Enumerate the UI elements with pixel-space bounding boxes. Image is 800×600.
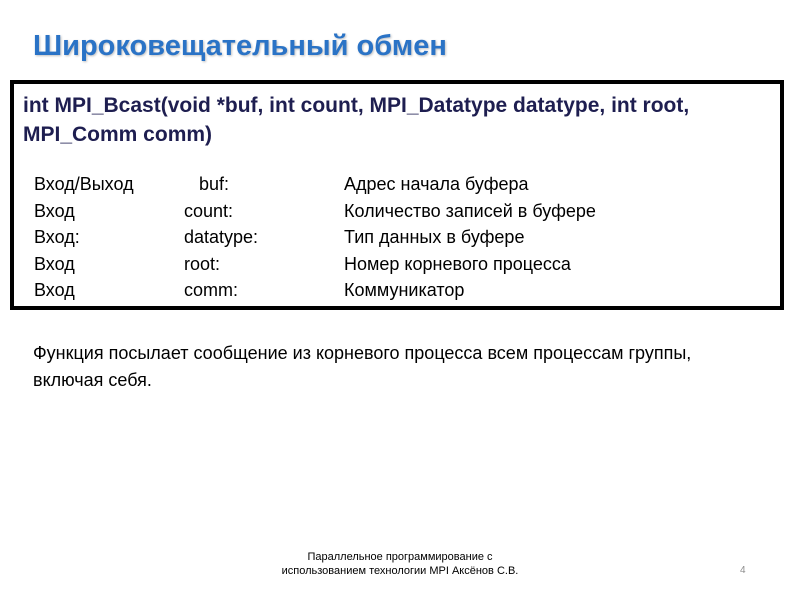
function-box: [10, 80, 784, 310]
function-description: Функция посылает сообщение из корневого процесса всем процессам группы, включая себя.: [33, 343, 692, 390]
parameter-direction: Вход/Выход: [34, 174, 134, 194]
parameter-name: root:: [184, 253, 221, 274]
parameter-name: datatype:: [184, 227, 259, 247]
parameter-description: Коммуникатор: [344, 280, 465, 300]
parameter-name: buf:: [199, 174, 230, 194]
parameter-direction: Вход:: [34, 227, 80, 247]
parameter-direction: Вход: [34, 253, 75, 274]
parameter-description: Адрес начала буфера: [344, 174, 529, 194]
page-number: 4: [740, 565, 746, 576]
parameter-direction: Вход: [34, 280, 75, 300]
function-signature: int MPI_Bcast(void *buf, int count, MPI_Datatype datatype, int root, MPI_Comm comm): [23, 94, 690, 146]
parameter-description: Номер корневого процесса: [344, 253, 571, 274]
parameter-description: Тип данных в буфере: [344, 227, 525, 247]
parameter-direction: Вход: [34, 200, 75, 221]
slide-footer: Параллельное программирование с использованием технологии MPI Аксёнов С.В.: [281, 551, 519, 577]
parameter-name: count:: [184, 200, 234, 221]
parameter-description: Количество записей в буфере: [344, 200, 596, 221]
parameter-name: comm:: [184, 280, 238, 300]
slide-title: Широковещательный обмен: [33, 30, 447, 62]
